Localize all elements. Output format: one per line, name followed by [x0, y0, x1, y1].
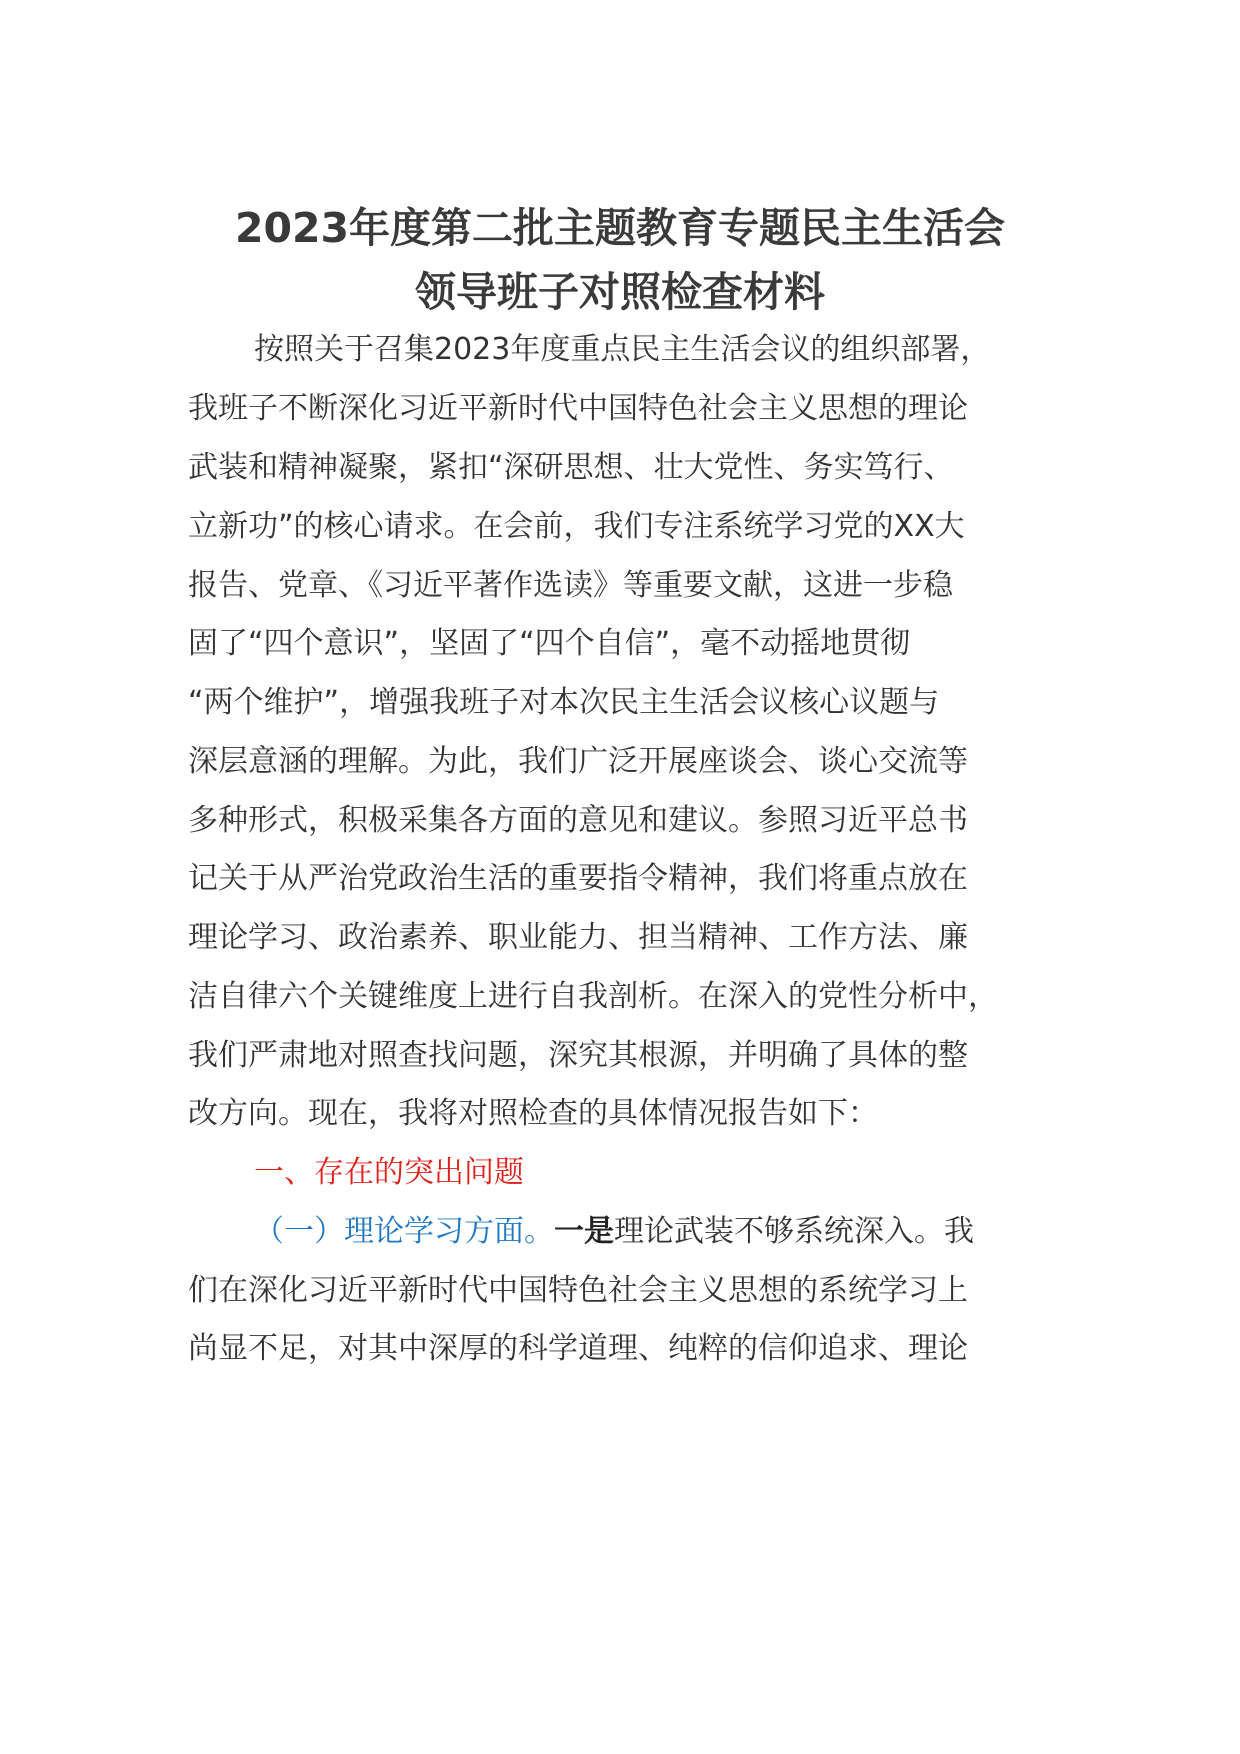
- section-heading: 一、存在的突出问题: [254, 1155, 524, 1190]
- subsection-paragraph-first-line: [254, 1212, 974, 1252]
- subsection-label: （一）理论学习方面。: [254, 1214, 554, 1249]
- subsection-line: 尚显不足，对其中深厚的科学道理、纯粹的信仰追求、理论: [188, 1331, 968, 1366]
- point-lead: 一是: [554, 1214, 614, 1249]
- intro-line: 武装和精神凝聚，紧扣“深研思想、壮大党性、务实笃行、: [188, 450, 954, 485]
- point-text: 理论武装不够系统深入。我: [614, 1214, 974, 1249]
- intro-line: 记关于从严治党政治生活的重要指令精神，我们将重点放在: [188, 861, 968, 896]
- subsection-line: 们在深化习近平新时代中国特色社会主义思想的系统学习上: [188, 1273, 968, 1308]
- intro-line: 多种形式，积极采集各方面的意见和建议。参照习近平总书: [188, 803, 968, 838]
- intro-line: 立新功”的核心请求。在会前，我们专注系统学习党的XX大: [188, 509, 965, 544]
- document-title-line-1: 2023年度第二批主题教育专题民主生活会: [234, 204, 1006, 252]
- intro-line: 深层意涵的理解。为此，我们广泛开展座谈会、谈心交流等: [188, 744, 968, 779]
- intro-line: 理论学习、政治素养、职业能力、担当精神、工作方法、廉: [188, 920, 968, 955]
- intro-line: 洁自律六个关键维度上进行自我剖析。在深入的党性分析中，: [188, 979, 998, 1014]
- intro-line: 按照关于召集2023年度重点民主生活会议的组织部署，: [254, 332, 991, 367]
- intro-line: 我班子不断深化习近平新时代中国特色社会主义思想的理论: [188, 391, 968, 426]
- intro-line: 固了“四个意识”，坚固了“四个自信”，毫不动摇地贯彻: [188, 626, 911, 661]
- document-title-line-2: 领导班子对照检查材料: [415, 268, 825, 316]
- intro-line: 我们严肃地对照查找问题，深究其根源，并明确了具体的整: [188, 1038, 968, 1073]
- intro-line: 改方向。现在，我将对照检查的具体情况报告如下：: [188, 1096, 878, 1131]
- intro-line: 报告、党章、《习近平著作选读》等重要文献，这进一步稳: [188, 568, 953, 603]
- intro-line: “两个维护”，增强我班子对本次民主生活会议核心议题与: [188, 685, 940, 720]
